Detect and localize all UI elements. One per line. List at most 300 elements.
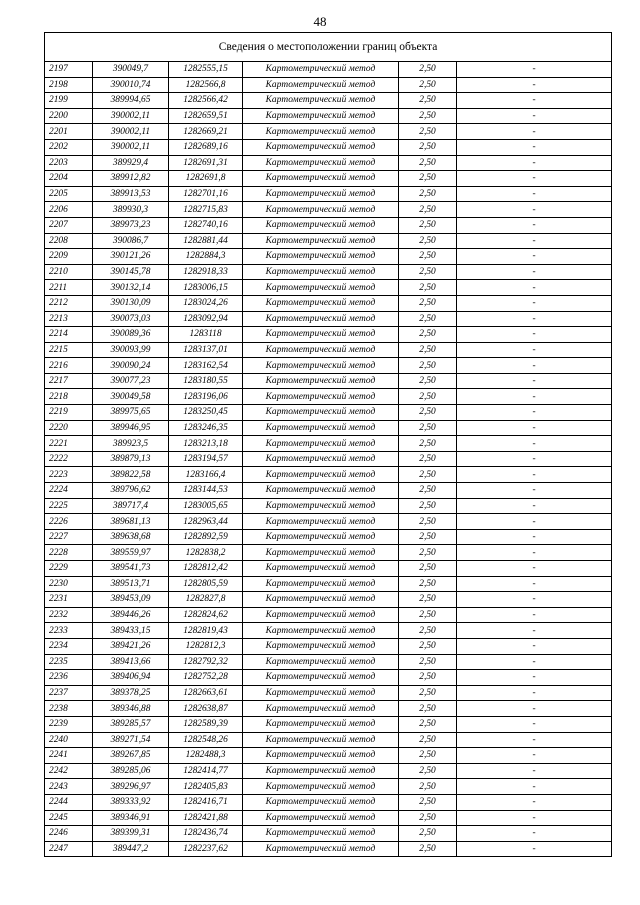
y-coordinate-cell: 1283166,4 (169, 467, 243, 483)
method-cell: Картометрический метод (243, 327, 399, 343)
point-number-cell: 2237 (45, 685, 93, 701)
point-number-cell: 2203 (45, 155, 93, 171)
accuracy-cell: 2,50 (399, 670, 457, 686)
table-row (45, 607, 612, 623)
table-row (45, 810, 612, 826)
note-cell: - (457, 358, 612, 374)
table-row (45, 451, 612, 467)
note-cell: - (457, 794, 612, 810)
note-cell: - (457, 186, 612, 202)
point-number-cell: 2216 (45, 358, 93, 374)
y-coordinate-cell: 1282824,62 (169, 607, 243, 623)
accuracy-cell: 2,50 (399, 373, 457, 389)
accuracy-cell: 2,50 (399, 467, 457, 483)
note-cell: - (457, 483, 612, 499)
table-row (45, 77, 612, 93)
method-cell: Картометрический метод (243, 685, 399, 701)
note-cell: - (457, 529, 612, 545)
point-number-cell: 2213 (45, 311, 93, 327)
note-cell: - (457, 264, 612, 280)
point-number-cell: 2247 (45, 841, 93, 857)
table-row (45, 826, 612, 842)
y-coordinate-cell: 1282669,21 (169, 124, 243, 140)
method-cell: Картометрический метод (243, 529, 399, 545)
accuracy-cell: 2,50 (399, 841, 457, 857)
method-cell: Картометрический метод (243, 701, 399, 717)
table-row (45, 186, 612, 202)
x-coordinate-cell: 389433,15 (93, 623, 169, 639)
table-row (45, 701, 612, 717)
x-coordinate-cell: 390002,11 (93, 139, 169, 155)
x-coordinate-cell: 389559,97 (93, 545, 169, 561)
note-cell: - (457, 592, 612, 608)
table-row (45, 623, 612, 639)
note-cell: - (457, 701, 612, 717)
y-coordinate-cell: 1282701,16 (169, 186, 243, 202)
method-cell: Картометрический метод (243, 405, 399, 421)
method-cell: Картометрический метод (243, 62, 399, 78)
note-cell: - (457, 545, 612, 561)
note-cell: - (457, 139, 612, 155)
y-coordinate-cell: 1282589,39 (169, 716, 243, 732)
table-row (45, 779, 612, 795)
point-number-cell: 2245 (45, 810, 93, 826)
table-row (45, 139, 612, 155)
y-coordinate-cell: 1282819,43 (169, 623, 243, 639)
point-number-cell: 2229 (45, 561, 93, 577)
x-coordinate-cell: 390145,78 (93, 264, 169, 280)
note-cell: - (457, 327, 612, 343)
method-cell: Картометрический метод (243, 217, 399, 233)
method-cell: Картометрический метод (243, 342, 399, 358)
y-coordinate-cell: 1282827,8 (169, 592, 243, 608)
y-coordinate-cell: 1282691,31 (169, 155, 243, 171)
table-row (45, 514, 612, 530)
note-cell: - (457, 249, 612, 265)
y-coordinate-cell: 1283137,01 (169, 342, 243, 358)
table-row (45, 436, 612, 452)
note-cell: - (457, 779, 612, 795)
table-row (45, 561, 612, 577)
point-number-cell: 2218 (45, 389, 93, 405)
y-coordinate-cell: 1282792,32 (169, 654, 243, 670)
accuracy-cell: 2,50 (399, 748, 457, 764)
x-coordinate-cell: 389994,65 (93, 93, 169, 109)
table-row (45, 732, 612, 748)
note-cell: - (457, 124, 612, 140)
point-number-cell: 2210 (45, 264, 93, 280)
y-coordinate-cell: 1282237,62 (169, 841, 243, 857)
x-coordinate-cell: 390090,24 (93, 358, 169, 374)
point-number-cell: 2202 (45, 139, 93, 155)
table-row (45, 592, 612, 608)
point-number-cell: 2215 (45, 342, 93, 358)
note-cell: - (457, 217, 612, 233)
y-coordinate-cell: 1282488,3 (169, 748, 243, 764)
note-cell: - (457, 561, 612, 577)
method-cell: Картометрический метод (243, 561, 399, 577)
note-cell: - (457, 77, 612, 93)
note-cell: - (457, 732, 612, 748)
accuracy-cell: 2,50 (399, 732, 457, 748)
method-cell: Картометрический метод (243, 498, 399, 514)
method-cell: Картометрический метод (243, 171, 399, 187)
x-coordinate-cell: 389638,68 (93, 529, 169, 545)
method-cell: Картометрический метод (243, 155, 399, 171)
table-row (45, 108, 612, 124)
note-cell: - (457, 670, 612, 686)
point-number-cell: 2211 (45, 280, 93, 296)
note-cell: - (457, 623, 612, 639)
point-number-cell: 2231 (45, 592, 93, 608)
x-coordinate-cell: 390130,09 (93, 295, 169, 311)
note-cell: - (457, 311, 612, 327)
accuracy-cell: 2,50 (399, 405, 457, 421)
y-coordinate-cell: 1282689,16 (169, 139, 243, 155)
accuracy-cell: 2,50 (399, 311, 457, 327)
method-cell: Картометрический метод (243, 576, 399, 592)
x-coordinate-cell: 389930,3 (93, 202, 169, 218)
table-row (45, 295, 612, 311)
y-coordinate-cell: 1283144,53 (169, 483, 243, 499)
y-coordinate-cell: 1282812,42 (169, 561, 243, 577)
y-coordinate-cell: 1282805,59 (169, 576, 243, 592)
method-cell: Картометрический метод (243, 420, 399, 436)
table-row (45, 685, 612, 701)
point-number-cell: 2205 (45, 186, 93, 202)
accuracy-cell: 2,50 (399, 155, 457, 171)
note-cell: - (457, 514, 612, 530)
point-number-cell: 2234 (45, 638, 93, 654)
y-coordinate-cell: 1283024,26 (169, 295, 243, 311)
point-number-cell: 2221 (45, 436, 93, 452)
accuracy-cell: 2,50 (399, 186, 457, 202)
x-coordinate-cell: 389296,97 (93, 779, 169, 795)
note-cell: - (457, 685, 612, 701)
note-cell: - (457, 280, 612, 296)
x-coordinate-cell: 390086,7 (93, 233, 169, 249)
table-row (45, 217, 612, 233)
accuracy-cell: 2,50 (399, 217, 457, 233)
table-caption: Сведения о местоположении границ объекта (45, 33, 612, 62)
accuracy-cell: 2,50 (399, 638, 457, 654)
table-row (45, 124, 612, 140)
y-coordinate-cell: 1283246,35 (169, 420, 243, 436)
x-coordinate-cell: 389717,4 (93, 498, 169, 514)
x-coordinate-cell: 389923,5 (93, 436, 169, 452)
table-row (45, 467, 612, 483)
method-cell: Картометрический метод (243, 436, 399, 452)
page-number: 48 (313, 14, 327, 29)
accuracy-cell: 2,50 (399, 545, 457, 561)
point-number-cell: 2209 (45, 249, 93, 265)
x-coordinate-cell: 390002,11 (93, 108, 169, 124)
accuracy-cell: 2,50 (399, 295, 457, 311)
table-row (45, 654, 612, 670)
x-coordinate-cell: 389333,92 (93, 794, 169, 810)
accuracy-cell: 2,50 (399, 779, 457, 795)
accuracy-cell: 2,50 (399, 358, 457, 374)
note-cell: - (457, 389, 612, 405)
x-coordinate-cell: 390049,58 (93, 389, 169, 405)
method-cell: Картометрический метод (243, 763, 399, 779)
accuracy-cell: 2,50 (399, 62, 457, 78)
point-number-cell: 2240 (45, 732, 93, 748)
y-coordinate-cell: 1282638,87 (169, 701, 243, 717)
note-cell: - (457, 171, 612, 187)
method-cell: Картометрический метод (243, 716, 399, 732)
boundary-table (44, 32, 612, 857)
accuracy-cell: 2,50 (399, 623, 457, 639)
x-coordinate-cell: 390089,36 (93, 327, 169, 343)
point-number-cell: 2208 (45, 233, 93, 249)
table-row (45, 670, 612, 686)
method-cell: Картометрический метод (243, 841, 399, 857)
note-cell: - (457, 233, 612, 249)
accuracy-cell: 2,50 (399, 202, 457, 218)
method-cell: Картометрический метод (243, 389, 399, 405)
point-number-cell: 2198 (45, 77, 93, 93)
point-number-cell: 2204 (45, 171, 93, 187)
method-cell: Картометрический метод (243, 654, 399, 670)
accuracy-cell: 2,50 (399, 280, 457, 296)
method-cell: Картометрический метод (243, 732, 399, 748)
x-coordinate-cell: 389913,53 (93, 186, 169, 202)
point-number-cell: 2220 (45, 420, 93, 436)
table-row (45, 264, 612, 280)
method-cell: Картометрический метод (243, 670, 399, 686)
accuracy-cell: 2,50 (399, 561, 457, 577)
accuracy-cell: 2,50 (399, 810, 457, 826)
accuracy-cell: 2,50 (399, 483, 457, 499)
method-cell: Картометрический метод (243, 779, 399, 795)
point-number-cell: 2219 (45, 405, 93, 421)
note-cell: - (457, 748, 612, 764)
accuracy-cell: 2,50 (399, 77, 457, 93)
table-row (45, 342, 612, 358)
y-coordinate-cell: 1282715,83 (169, 202, 243, 218)
accuracy-cell: 2,50 (399, 763, 457, 779)
note-cell: - (457, 155, 612, 171)
point-number-cell: 2226 (45, 514, 93, 530)
point-number-cell: 2230 (45, 576, 93, 592)
y-coordinate-cell: 1283250,45 (169, 405, 243, 421)
x-coordinate-cell: 389975,65 (93, 405, 169, 421)
table-row (45, 405, 612, 421)
table-row (45, 763, 612, 779)
accuracy-cell: 2,50 (399, 93, 457, 109)
table-row (45, 171, 612, 187)
table-row (45, 794, 612, 810)
y-coordinate-cell: 1283194,57 (169, 451, 243, 467)
note-cell: - (457, 810, 612, 826)
note-cell: - (457, 436, 612, 452)
x-coordinate-cell: 389271,54 (93, 732, 169, 748)
x-coordinate-cell: 389541,73 (93, 561, 169, 577)
table-row (45, 638, 612, 654)
x-coordinate-cell: 389399,31 (93, 826, 169, 842)
method-cell: Картометрический метод (243, 607, 399, 623)
point-number-cell: 2227 (45, 529, 93, 545)
table-row (45, 576, 612, 592)
x-coordinate-cell: 390073,03 (93, 311, 169, 327)
x-coordinate-cell: 389513,71 (93, 576, 169, 592)
table-row (45, 62, 612, 78)
note-cell: - (457, 498, 612, 514)
table-row (45, 373, 612, 389)
x-coordinate-cell: 389267,85 (93, 748, 169, 764)
point-number-cell: 2238 (45, 701, 93, 717)
point-number-cell: 2233 (45, 623, 93, 639)
method-cell: Картометрический метод (243, 514, 399, 530)
note-cell: - (457, 654, 612, 670)
x-coordinate-cell: 389681,13 (93, 514, 169, 530)
y-coordinate-cell: 1282405,83 (169, 779, 243, 795)
y-coordinate-cell: 1282881,44 (169, 233, 243, 249)
method-cell: Картометрический метод (243, 202, 399, 218)
point-number-cell: 2228 (45, 545, 93, 561)
note-cell: - (457, 420, 612, 436)
x-coordinate-cell: 389946,95 (93, 420, 169, 436)
accuracy-cell: 2,50 (399, 124, 457, 140)
method-cell: Картометрический метод (243, 467, 399, 483)
accuracy-cell: 2,50 (399, 529, 457, 545)
method-cell: Картометрический метод (243, 264, 399, 280)
point-number-cell: 2199 (45, 93, 93, 109)
note-cell: - (457, 841, 612, 857)
x-coordinate-cell: 389413,66 (93, 654, 169, 670)
table-row (45, 327, 612, 343)
accuracy-cell: 2,50 (399, 716, 457, 732)
y-coordinate-cell: 1283118 (169, 327, 243, 343)
note-cell: - (457, 763, 612, 779)
point-number-cell: 2235 (45, 654, 93, 670)
accuracy-cell: 2,50 (399, 498, 457, 514)
method-cell: Картометрический метод (243, 373, 399, 389)
y-coordinate-cell: 1282752,28 (169, 670, 243, 686)
accuracy-cell: 2,50 (399, 576, 457, 592)
method-cell: Картометрический метод (243, 77, 399, 93)
method-cell: Картометрический метод (243, 295, 399, 311)
note-cell: - (457, 638, 612, 654)
accuracy-cell: 2,50 (399, 607, 457, 623)
method-cell: Картометрический метод (243, 623, 399, 639)
point-number-cell: 2232 (45, 607, 93, 623)
note-cell: - (457, 373, 612, 389)
y-coordinate-cell: 1283196,06 (169, 389, 243, 405)
y-coordinate-cell: 1283162,54 (169, 358, 243, 374)
table-row (45, 249, 612, 265)
accuracy-cell: 2,50 (399, 171, 457, 187)
point-number-cell: 2241 (45, 748, 93, 764)
table-row (45, 93, 612, 109)
y-coordinate-cell: 1282838,2 (169, 545, 243, 561)
note-cell: - (457, 108, 612, 124)
x-coordinate-cell: 389929,4 (93, 155, 169, 171)
method-cell: Картометрический метод (243, 638, 399, 654)
note-cell: - (457, 405, 612, 421)
y-coordinate-cell: 1282963,44 (169, 514, 243, 530)
x-coordinate-cell: 390077,23 (93, 373, 169, 389)
accuracy-cell: 2,50 (399, 342, 457, 358)
x-coordinate-cell: 389285,06 (93, 763, 169, 779)
point-number-cell: 2244 (45, 794, 93, 810)
table-row (45, 716, 612, 732)
accuracy-cell: 2,50 (399, 327, 457, 343)
table-row (45, 358, 612, 374)
accuracy-cell: 2,50 (399, 451, 457, 467)
x-coordinate-cell: 389453,09 (93, 592, 169, 608)
table-row (45, 155, 612, 171)
point-number-cell: 2225 (45, 498, 93, 514)
point-number-cell: 2206 (45, 202, 93, 218)
x-coordinate-cell: 390093,99 (93, 342, 169, 358)
y-coordinate-cell: 1282812,3 (169, 638, 243, 654)
method-cell: Картометрический метод (243, 545, 399, 561)
point-number-cell: 2242 (45, 763, 93, 779)
accuracy-cell: 2,50 (399, 420, 457, 436)
y-coordinate-cell: 1282555,15 (169, 62, 243, 78)
table-row (45, 280, 612, 296)
point-number-cell: 2224 (45, 483, 93, 499)
point-number-cell: 2214 (45, 327, 93, 343)
method-cell: Картометрический метод (243, 249, 399, 265)
note-cell: - (457, 576, 612, 592)
accuracy-cell: 2,50 (399, 794, 457, 810)
accuracy-cell: 2,50 (399, 654, 457, 670)
method-cell: Картометрический метод (243, 108, 399, 124)
point-number-cell: 2200 (45, 108, 93, 124)
x-coordinate-cell: 390121,26 (93, 249, 169, 265)
method-cell: Картометрический метод (243, 592, 399, 608)
table-row (45, 483, 612, 499)
y-coordinate-cell: 1282421,88 (169, 810, 243, 826)
note-cell: - (457, 826, 612, 842)
y-coordinate-cell: 1283092,94 (169, 311, 243, 327)
note-cell: - (457, 607, 612, 623)
accuracy-cell: 2,50 (399, 108, 457, 124)
y-coordinate-cell: 1282884,3 (169, 249, 243, 265)
y-coordinate-cell: 1282414,77 (169, 763, 243, 779)
point-number-cell: 2217 (45, 373, 93, 389)
y-coordinate-cell: 1282548,26 (169, 732, 243, 748)
y-coordinate-cell: 1283180,55 (169, 373, 243, 389)
point-number-cell: 2246 (45, 826, 93, 842)
method-cell: Картометрический метод (243, 280, 399, 296)
method-cell: Картометрический метод (243, 826, 399, 842)
x-coordinate-cell: 390002,11 (93, 124, 169, 140)
point-number-cell: 2243 (45, 779, 93, 795)
method-cell: Картометрический метод (243, 483, 399, 499)
y-coordinate-cell: 1282740,16 (169, 217, 243, 233)
accuracy-cell: 2,50 (399, 389, 457, 405)
point-number-cell: 2223 (45, 467, 93, 483)
note-cell: - (457, 342, 612, 358)
y-coordinate-cell: 1282918,33 (169, 264, 243, 280)
y-coordinate-cell: 1282663,61 (169, 685, 243, 701)
point-number-cell: 2222 (45, 451, 93, 467)
x-coordinate-cell: 389912,82 (93, 171, 169, 187)
point-number-cell: 2197 (45, 62, 93, 78)
x-coordinate-cell: 390132,14 (93, 280, 169, 296)
x-coordinate-cell: 390049,7 (93, 62, 169, 78)
note-cell: - (457, 467, 612, 483)
table-row (45, 311, 612, 327)
table-row (45, 389, 612, 405)
table-row (45, 545, 612, 561)
y-coordinate-cell: 1283005,65 (169, 498, 243, 514)
x-coordinate-cell: 389796,62 (93, 483, 169, 499)
